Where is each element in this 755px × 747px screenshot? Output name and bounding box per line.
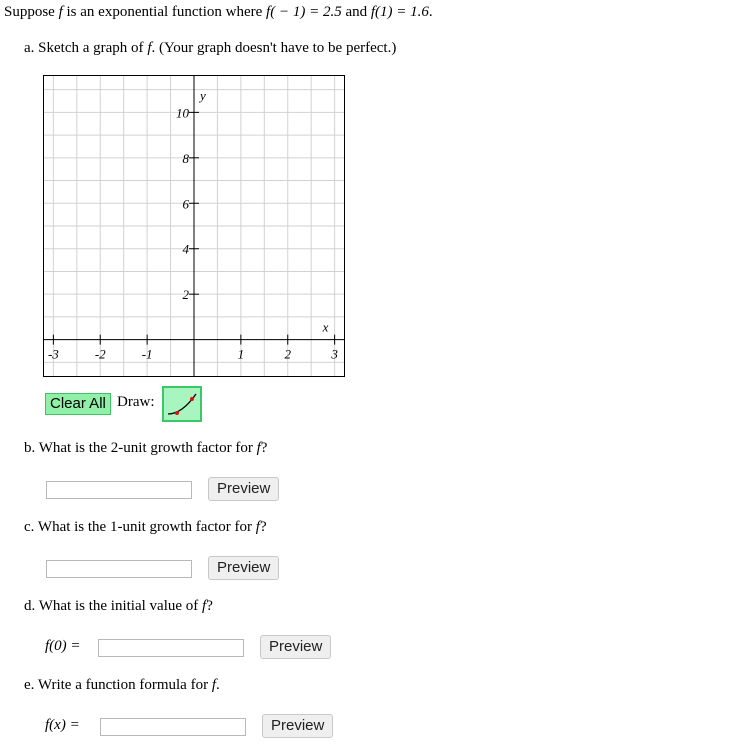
x-tick-label: -1 bbox=[141, 346, 153, 362]
function-symbol: f bbox=[256, 440, 261, 456]
intro-text: is an exponential function where bbox=[62, 4, 267, 20]
prompt-text: ? bbox=[259, 519, 267, 535]
curve-draw-tool-button[interactable] bbox=[162, 386, 202, 422]
y-tick-label: 8 bbox=[182, 150, 189, 166]
y-tick-label: 6 bbox=[182, 196, 189, 212]
part-letter: d. bbox=[24, 598, 36, 614]
function-symbol: f bbox=[58, 4, 63, 20]
prompt-text: What is the initial value of bbox=[38, 598, 203, 614]
part-a-prompt bbox=[24, 40, 396, 57]
prompt-text: . bbox=[216, 677, 220, 693]
graph-canvas[interactable] bbox=[43, 75, 345, 377]
part-c-prompt bbox=[24, 519, 267, 536]
prompt-text: What is the 1-unit growth factor for bbox=[37, 519, 256, 535]
preview-button[interactable]: Preview bbox=[208, 556, 279, 580]
x-tick-label: -2 bbox=[94, 346, 106, 362]
x-tick-label: 2 bbox=[284, 346, 291, 362]
y-tick-label: 2 bbox=[182, 287, 189, 303]
initial-value-input[interactable] bbox=[98, 639, 244, 657]
formula-input[interactable] bbox=[100, 718, 246, 736]
graph-svg[interactable] bbox=[44, 76, 344, 376]
preview-button[interactable]: Preview bbox=[262, 714, 333, 738]
x-tick-label: -3 bbox=[47, 346, 59, 362]
x-tick-label: 1 bbox=[237, 346, 245, 362]
problem-statement bbox=[4, 4, 433, 21]
condition-2: f(1) = 1.6 bbox=[370, 4, 429, 20]
growth-factor-2-input[interactable] bbox=[46, 481, 192, 499]
function-symbol: f bbox=[211, 677, 216, 693]
preview-button[interactable]: Preview bbox=[260, 635, 331, 659]
tick-labels bbox=[48, 105, 338, 361]
condition-1: f( − 1) = 2.5 bbox=[266, 4, 342, 20]
part-letter: e. bbox=[24, 677, 35, 693]
prompt-text: Sketch a graph of bbox=[38, 40, 148, 56]
y-tick-label: 4 bbox=[182, 241, 189, 257]
prompt-text: . (Your graph doesn't have to be perfect.) bbox=[151, 40, 397, 56]
prompt-text: ? bbox=[260, 440, 268, 456]
prompt-text: What is the 2-unit growth factor for bbox=[38, 440, 257, 456]
y-axis-label: y bbox=[200, 88, 206, 103]
prompt-text: Write a function formula for bbox=[37, 677, 212, 693]
preview-button[interactable]: Preview bbox=[208, 477, 279, 501]
function-symbol: f bbox=[147, 40, 152, 56]
part-b-prompt bbox=[24, 440, 267, 457]
intro-text: Suppose bbox=[4, 4, 59, 20]
prompt-text: ? bbox=[206, 598, 213, 614]
growth-factor-1-input[interactable] bbox=[46, 560, 192, 578]
part-letter: c. bbox=[24, 519, 35, 535]
x-axis-label: x bbox=[322, 319, 329, 335]
y-tick-label: 10 bbox=[176, 105, 189, 121]
intro-text: . bbox=[428, 4, 433, 20]
clear-all-button[interactable]: Clear All bbox=[45, 393, 111, 415]
function-symbol: f bbox=[255, 519, 260, 535]
intro-text: and bbox=[341, 4, 371, 20]
part-letter: b. bbox=[24, 440, 36, 456]
part-letter: a. bbox=[24, 40, 35, 56]
function-symbol: f bbox=[202, 598, 207, 614]
part-e-prompt bbox=[24, 677, 220, 694]
f0-label: f(0) = bbox=[45, 638, 81, 654]
draw-label: Draw: bbox=[117, 394, 155, 410]
x-tick-label: 3 bbox=[331, 346, 338, 362]
curve-draw-icon bbox=[164, 388, 200, 420]
fx-label: f(x) = bbox=[45, 717, 80, 733]
part-d-prompt bbox=[24, 598, 213, 615]
